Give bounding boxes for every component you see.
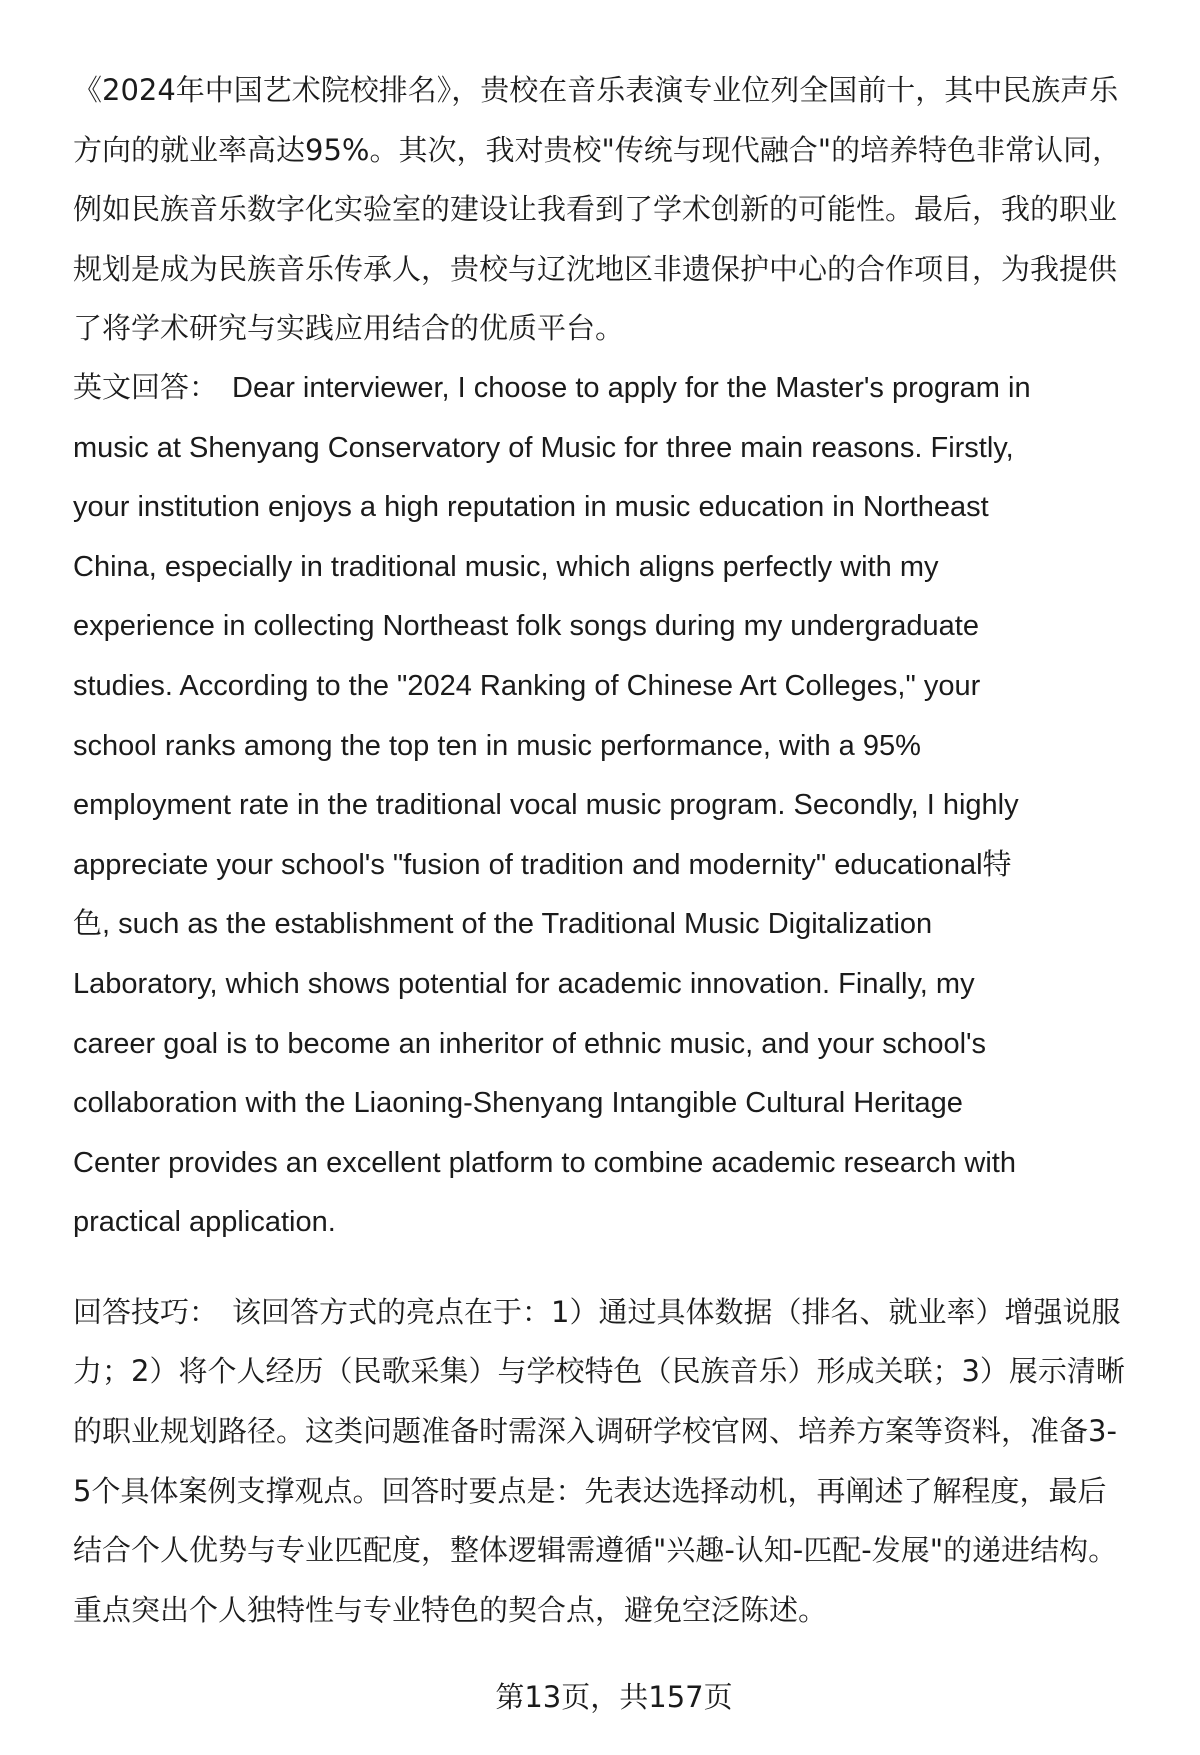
chinese-answer-continuation [73,61,1158,359]
text-line [73,359,1158,419]
text-line: 色, such as the establishment of the Traditional Music Digitalization [73,908,933,941]
text-line: Laboratory, which shows potential for academic innovation. Finally, my [73,967,975,1000]
text-line: 了将学术研究与实践应用结合的优质平台。 [73,311,625,346]
text-line: 力；2）将个人经历（民歌采集）与学校特色（民族音乐）形成关联；3）展示清晰 [73,1354,1125,1389]
text-line: school ranks among the top ten in music performance, with a 95% [73,729,921,762]
text-line: appreciate your school's "fusion of tradition and modernity" educational特 [73,848,1012,881]
text-line: music at Shenyang Conservatory of Music for three main reasons. Firstly, [73,431,1014,464]
english-answer-label: 英文回答： [73,371,219,404]
text-line: 方向的就业率高达95%。其次，我对贵校"传统与现代融合"的培养特色非常认同， [73,132,1122,167]
text-line: 结合个人优势与专业匹配度，整体逻辑需遵循"兴趣-认知-匹配-发展"的递进结构。 [73,1533,1118,1568]
text-line: studies. According to the "2024 Ranking of Chinese Art Colleges," your [73,669,981,702]
page-number-footer: 第13页，共157页 [495,1680,733,1714]
answer-tips [73,1283,1158,1641]
text-line [73,1283,1158,1343]
page-body [73,61,1158,1640]
text-line: collaboration with the Liaoning-Shenyang Intangible Cultural Heritage [73,1087,963,1120]
text-line: 规划是成为民族音乐传承人，贵校与辽沈地区非遗保护中心的合作项目，为我提供 [73,251,1118,286]
english-answer-text: Dear interviewer, I choose to apply for the Master's program in [232,371,1031,404]
answer-tips-label: 回答技巧： [73,1294,219,1329]
text-line: 重点突出个人独特性与专业特色的契合点，避免空泛陈述。 [73,1592,828,1627]
text-line: employment rate in the traditional vocal music program. Secondly, I highly [73,789,1019,822]
text-line: experience in collecting Northeast folk songs during my undergraduate [73,610,979,643]
text-line: China, especially in traditional music, which aligns perfectly with my [73,550,939,583]
text-line: 5个具体案例支撑观点。回答时要点是：先表达选择动机，再阐述了解程度，最后 [73,1473,1107,1508]
text-line: your institution enjoys a high reputation in music education in Northeast [73,491,989,524]
english-answer [73,359,1158,1253]
text-line: 《2024年中国艺术院校排名》，贵校在音乐表演专业位列全国前十，其中民族声乐 [73,73,1119,107]
answer-tips-text: 该回答方式的亮点在于：1）通过具体数据（排名、就业率）增强说服 [232,1294,1121,1329]
text-line: Center provides an excellent platform to combine academic research with [73,1146,1016,1179]
text-line: 例如民族音乐数字化实验室的建设让我看到了学术创新的可能性。最后，我的职业 [73,192,1118,227]
text-line: 的职业规划路径。这类问题准备时需深入调研学校官网、培养方案等资料，准备3- [73,1414,1117,1449]
text-line: career goal is to become an inheritor of ethnic music, and your school's [73,1027,987,1060]
text-line: practical application. [73,1206,336,1239]
